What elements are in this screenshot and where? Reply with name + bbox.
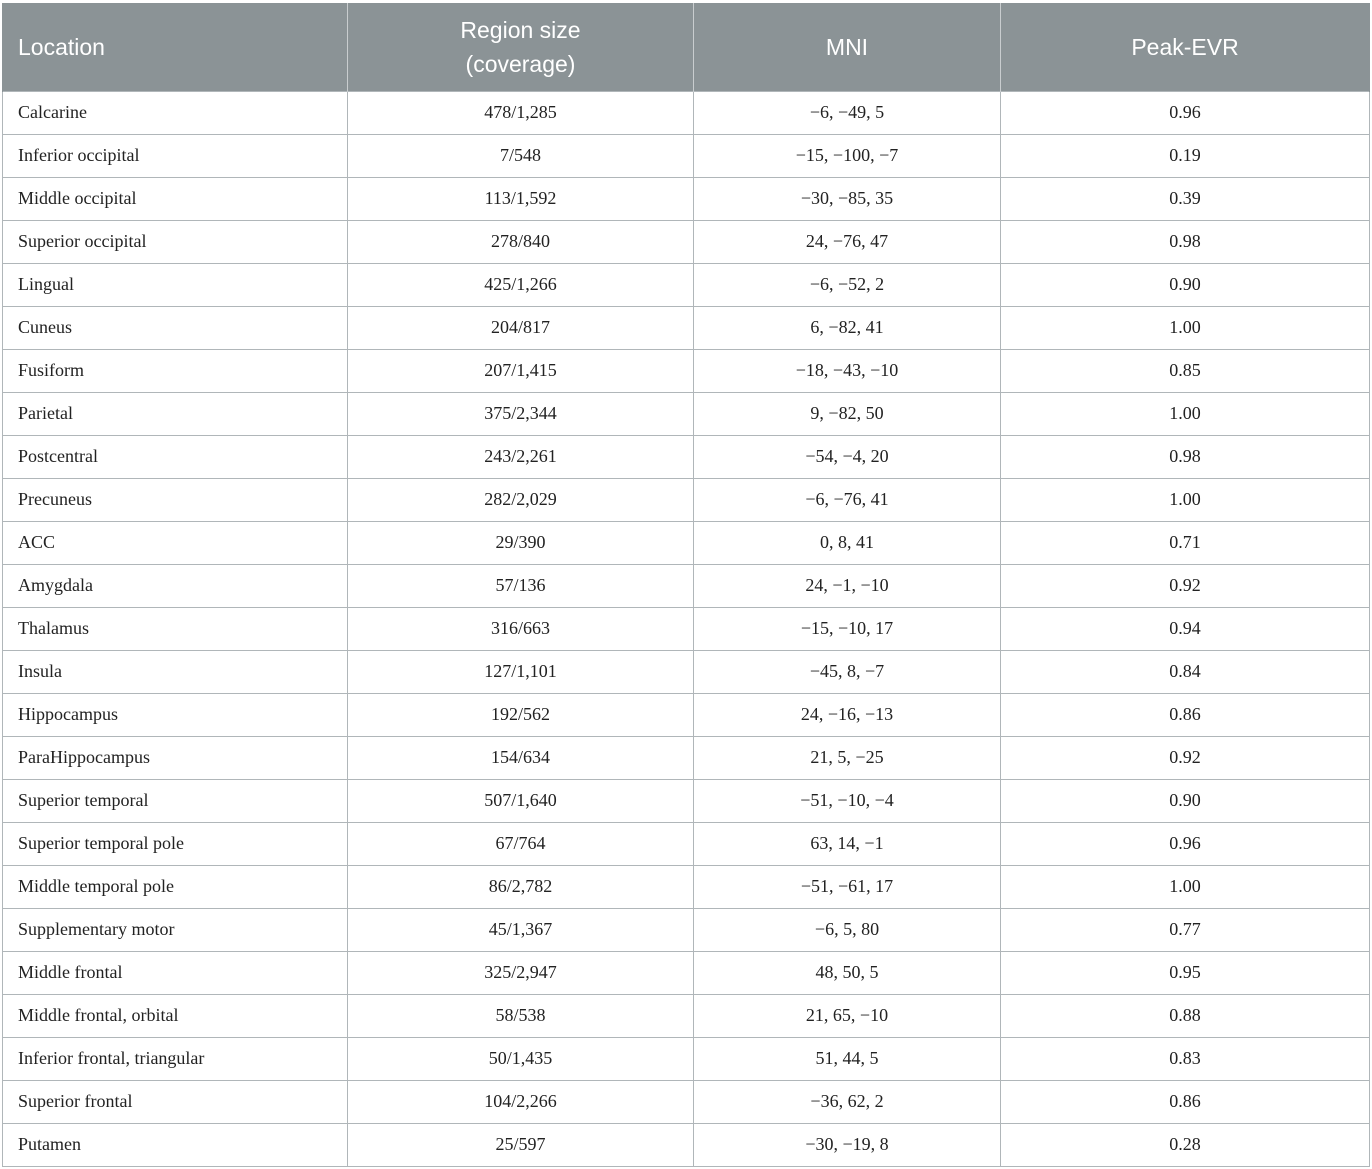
cell-peak-evr: 0.94	[1001, 607, 1370, 650]
cell-peak-evr: 0.95	[1001, 951, 1370, 994]
table-row	[3, 951, 1370, 994]
cell-peak-evr: 0.39	[1001, 177, 1370, 220]
cell-region-size: 325/2,947	[348, 951, 694, 994]
table-row	[3, 478, 1370, 521]
cell-mni: 24, −16, −13	[694, 693, 1001, 736]
cell-peak-evr: 0.84	[1001, 650, 1370, 693]
cell-location: Amygdala	[3, 564, 348, 607]
table-header	[3, 3, 1370, 91]
header-region-size-line1: Region size	[460, 16, 581, 43]
cell-region-size: 127/1,101	[348, 650, 694, 693]
cell-mni: 24, −1, −10	[694, 564, 1001, 607]
cell-peak-evr: 0.83	[1001, 1037, 1370, 1080]
cell-mni: 6, −82, 41	[694, 306, 1001, 349]
cell-region-size: 507/1,640	[348, 779, 694, 822]
cell-peak-evr: 0.77	[1001, 908, 1370, 951]
cell-mni: −15, −100, −7	[694, 134, 1001, 177]
table-row	[3, 349, 1370, 392]
cell-region-size: 154/634	[348, 736, 694, 779]
cell-peak-evr: 1.00	[1001, 478, 1370, 521]
table-row	[3, 564, 1370, 607]
cell-mni: −6, −52, 2	[694, 263, 1001, 306]
table-row	[3, 650, 1370, 693]
cell-location: Parietal	[3, 392, 348, 435]
cell-peak-evr: 0.90	[1001, 263, 1370, 306]
cell-location: Thalamus	[3, 607, 348, 650]
cell-mni: 21, 65, −10	[694, 994, 1001, 1037]
cell-location: Calcarine	[3, 91, 348, 134]
table-row	[3, 1123, 1370, 1166]
cell-location: Superior temporal pole	[3, 822, 348, 865]
cell-location: Superior occipital	[3, 220, 348, 263]
cell-peak-evr: 0.92	[1001, 564, 1370, 607]
cell-location: Precuneus	[3, 478, 348, 521]
header-mni: MNI	[694, 3, 1001, 91]
cell-mni: −18, −43, −10	[694, 349, 1001, 392]
cell-region-size: 204/817	[348, 306, 694, 349]
table-row	[3, 693, 1370, 736]
cell-mni: −30, −19, 8	[694, 1123, 1001, 1166]
cell-peak-evr: 0.88	[1001, 994, 1370, 1037]
cell-region-size: 278/840	[348, 220, 694, 263]
cell-mni: −45, 8, −7	[694, 650, 1001, 693]
table-row	[3, 91, 1370, 134]
table-row	[3, 822, 1370, 865]
cell-mni: −6, −76, 41	[694, 478, 1001, 521]
cell-peak-evr: 0.92	[1001, 736, 1370, 779]
cell-peak-evr: 0.86	[1001, 1080, 1370, 1123]
cell-peak-evr: 0.98	[1001, 435, 1370, 478]
cell-region-size: 316/663	[348, 607, 694, 650]
cell-peak-evr: 1.00	[1001, 865, 1370, 908]
cell-location: ACC	[3, 521, 348, 564]
cell-location: Superior temporal	[3, 779, 348, 822]
cell-location: Inferior occipital	[3, 134, 348, 177]
cell-mni: 21, 5, −25	[694, 736, 1001, 779]
cell-location: Middle occipital	[3, 177, 348, 220]
table-row	[3, 1037, 1370, 1080]
cell-mni: −36, 62, 2	[694, 1080, 1001, 1123]
cell-region-size: 104/2,266	[348, 1080, 694, 1123]
cell-peak-evr: 1.00	[1001, 306, 1370, 349]
table-row	[3, 1080, 1370, 1123]
header-region-size	[348, 3, 694, 91]
table-row	[3, 220, 1370, 263]
cell-region-size: 58/538	[348, 994, 694, 1037]
table-row	[3, 607, 1370, 650]
cell-peak-evr: 0.85	[1001, 349, 1370, 392]
cell-location: Fusiform	[3, 349, 348, 392]
cell-region-size: 45/1,367	[348, 908, 694, 951]
cell-location: Putamen	[3, 1123, 348, 1166]
cell-mni: −54, −4, 20	[694, 435, 1001, 478]
cell-location: ParaHippocampus	[3, 736, 348, 779]
cell-region-size: 57/136	[348, 564, 694, 607]
cell-mni: 63, 14, −1	[694, 822, 1001, 865]
table-row	[3, 865, 1370, 908]
cell-location: Insula	[3, 650, 348, 693]
cell-location: Hippocampus	[3, 693, 348, 736]
cell-region-size: 375/2,344	[348, 392, 694, 435]
cell-peak-evr: 0.90	[1001, 779, 1370, 822]
cell-peak-evr: 0.86	[1001, 693, 1370, 736]
cell-region-size: 243/2,261	[348, 435, 694, 478]
cell-location: Middle frontal	[3, 951, 348, 994]
cell-peak-evr: 0.96	[1001, 822, 1370, 865]
cell-peak-evr: 1.00	[1001, 392, 1370, 435]
cell-peak-evr: 0.28	[1001, 1123, 1370, 1166]
table-row	[3, 435, 1370, 478]
cell-region-size: 86/2,782	[348, 865, 694, 908]
cell-mni: −51, −10, −4	[694, 779, 1001, 822]
table-row	[3, 736, 1370, 779]
cell-location: Middle temporal pole	[3, 865, 348, 908]
table-row	[3, 306, 1370, 349]
cell-mni: −6, −49, 5	[694, 91, 1001, 134]
cell-region-size: 7/548	[348, 134, 694, 177]
cell-location: Middle frontal, orbital	[3, 994, 348, 1037]
cell-region-size: 207/1,415	[348, 349, 694, 392]
cell-region-size: 282/2,029	[348, 478, 694, 521]
cell-mni: −30, −85, 35	[694, 177, 1001, 220]
cell-mni: −6, 5, 80	[694, 908, 1001, 951]
header-region-size-line2: (coverage)	[465, 50, 576, 77]
table-row	[3, 994, 1370, 1037]
table-row	[3, 134, 1370, 177]
table-row	[3, 177, 1370, 220]
cell-mni: −51, −61, 17	[694, 865, 1001, 908]
table-row	[3, 521, 1370, 564]
cell-location: Inferior frontal, triangular	[3, 1037, 348, 1080]
header-peak-evr: Peak-EVR	[1001, 3, 1370, 91]
cell-mni: 51, 44, 5	[694, 1037, 1001, 1080]
cell-region-size: 113/1,592	[348, 177, 694, 220]
cell-location: Postcentral	[3, 435, 348, 478]
cell-region-size: 192/562	[348, 693, 694, 736]
cell-region-size: 67/764	[348, 822, 694, 865]
cell-location: Cuneus	[3, 306, 348, 349]
table-body	[3, 91, 1370, 1166]
header-location: Location	[3, 3, 348, 91]
cell-region-size: 478/1,285	[348, 91, 694, 134]
region-table	[2, 3, 1370, 1167]
cell-peak-evr: 0.98	[1001, 220, 1370, 263]
cell-location: Superior frontal	[3, 1080, 348, 1123]
cell-region-size: 50/1,435	[348, 1037, 694, 1080]
cell-mni: −15, −10, 17	[694, 607, 1001, 650]
cell-region-size: 29/390	[348, 521, 694, 564]
cell-mni: 24, −76, 47	[694, 220, 1001, 263]
cell-location: Supplementary motor	[3, 908, 348, 951]
table-row	[3, 779, 1370, 822]
cell-region-size: 425/1,266	[348, 263, 694, 306]
header-row	[3, 3, 1370, 91]
table-row	[3, 263, 1370, 306]
cell-mni: 0, 8, 41	[694, 521, 1001, 564]
table-row	[3, 392, 1370, 435]
table-row	[3, 908, 1370, 951]
cell-peak-evr: 0.71	[1001, 521, 1370, 564]
cell-mni: 48, 50, 5	[694, 951, 1001, 994]
cell-peak-evr: 0.19	[1001, 134, 1370, 177]
cell-location: Lingual	[3, 263, 348, 306]
cell-mni: 9, −82, 50	[694, 392, 1001, 435]
cell-peak-evr: 0.96	[1001, 91, 1370, 134]
cell-region-size: 25/597	[348, 1123, 694, 1166]
